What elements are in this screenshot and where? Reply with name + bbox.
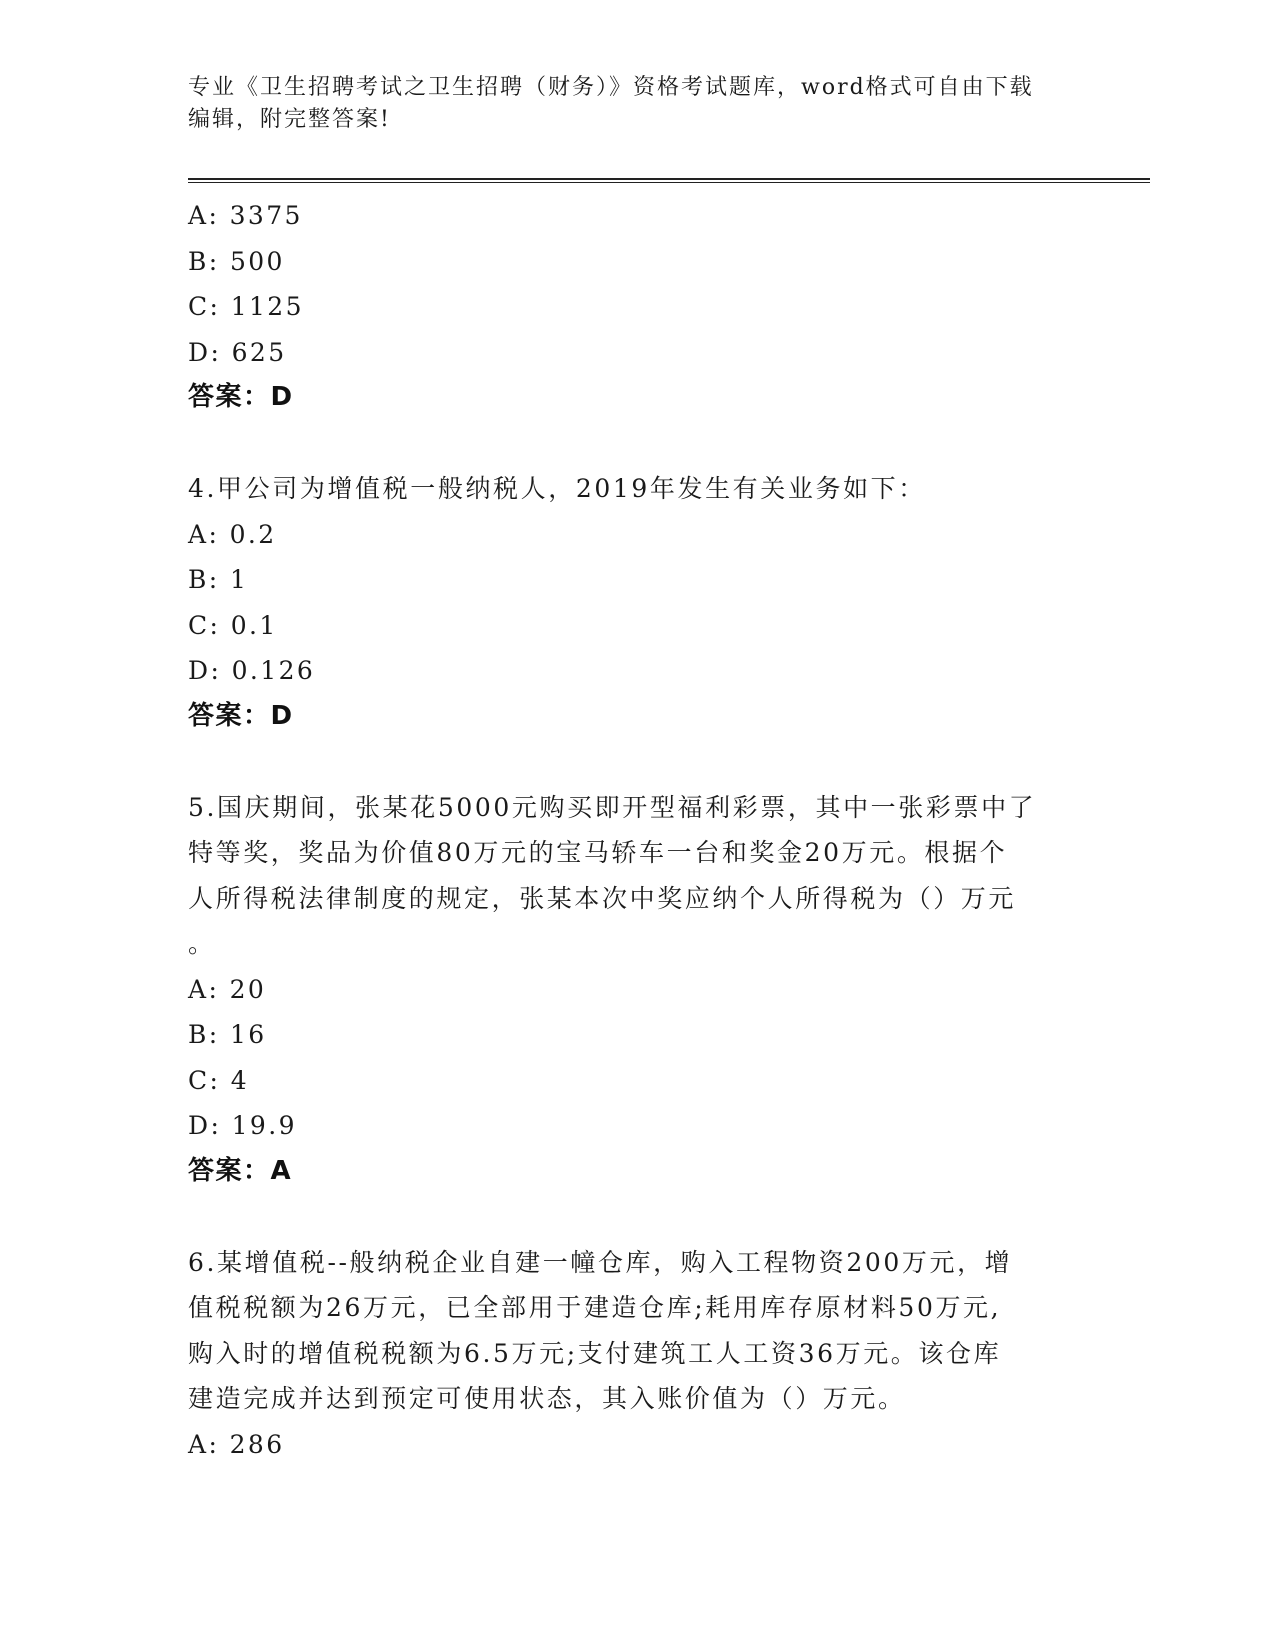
option-a: A: 286: [188, 1429, 285, 1459]
answer-label: 答案：D: [188, 382, 294, 412]
option-c: C: 0.1: [188, 610, 278, 640]
option-c: C: 4: [188, 1065, 250, 1095]
option-d: D: 0.126: [188, 656, 316, 685]
option-b: B: 16: [188, 1020, 267, 1049]
document-header: [188, 72, 1068, 136]
question-text-line: 人所得税法律制度的规定，张某本次中奖应纳个人所得税为（）万元: [188, 883, 1017, 913]
header-divider: [188, 178, 1150, 183]
question-block-4: [188, 466, 1068, 739]
question-text-line: 。: [188, 929, 216, 958]
question-text-line: 值税税额为26万元，已全部用于建造仓库;耗用库存原材料50万元,: [188, 1293, 1002, 1322]
header-title-line-1: 专业《卫生招聘考试之卫生招聘（财务）》资格考试题库，word格式可自由下载: [188, 75, 1034, 100]
option-b: B: 500: [188, 246, 285, 276]
option-d: D: 19.9: [188, 1111, 297, 1140]
question-text-line: 5.国庆期间，张某花5000元购买即开型福利彩票，其中一张彩票中了: [188, 792, 1037, 822]
option-b: B: 1: [188, 565, 249, 594]
question-block-6: [188, 1240, 1068, 1468]
question-text-line: 建造完成并达到预定可使用状态，其入账价值为（）万元。: [188, 1384, 906, 1413]
spacer: [188, 1194, 1068, 1240]
header-title-line-2: 编辑，附完整答案!: [188, 107, 391, 132]
option-c: C: 1125: [188, 292, 304, 321]
answer-label: 答案：A: [188, 1155, 293, 1186]
question-block-3: [188, 193, 1068, 421]
spacer: [188, 421, 1068, 467]
question-text: 4.甲公司为增值税一般纳税人，2019年发生有关业务如下：: [188, 474, 926, 503]
question-block-5: [188, 785, 1068, 1195]
option-d: D: 625: [188, 337, 287, 367]
spacer: [188, 739, 1068, 785]
option-a: A: 3375: [188, 201, 303, 230]
option-a: A: 0.2: [188, 519, 277, 549]
question-text-line: 特等奖，奖品为价值80万元的宝马轿车一台和奖金20万元。根据个: [188, 838, 1008, 867]
question-text-line: 购入时的增值税税额为6.5万元;支付建筑工人工资36万元。该仓库: [188, 1338, 1002, 1368]
option-a: A: 20: [188, 974, 267, 1004]
answer-label: 答案：D: [188, 700, 294, 731]
question-text-line: 6.某增值税--般纳税企业自建一幢仓库，购入工程物资200万元，增: [188, 1247, 1013, 1277]
question-content: [188, 193, 1068, 1467]
